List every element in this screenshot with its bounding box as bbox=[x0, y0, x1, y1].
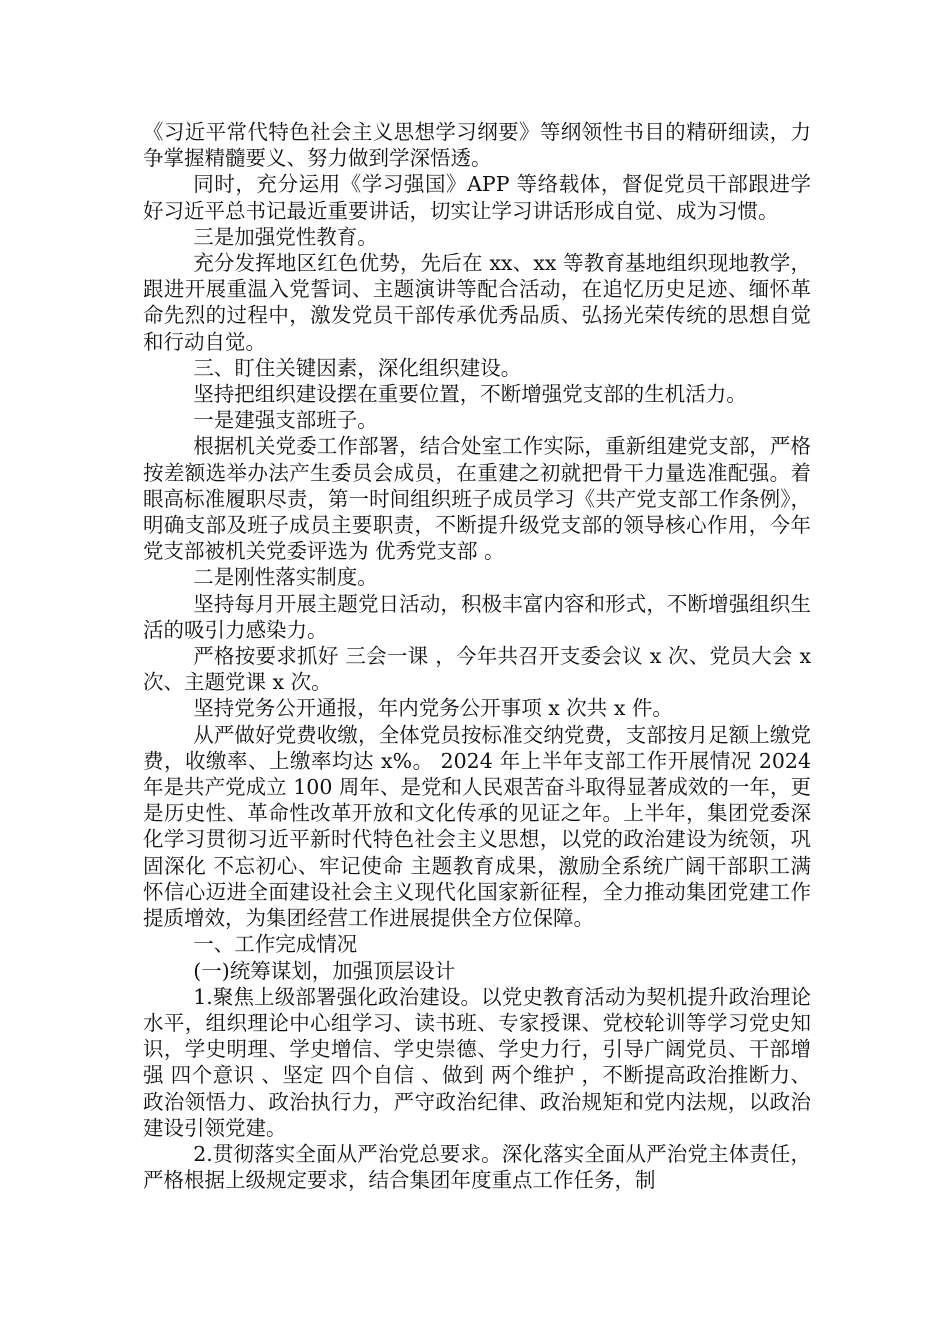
section-heading: 一、工作完成情况 bbox=[193, 932, 358, 957]
paragraph: 根据机关党委工作部署，结合处室工作实际，重新组建党支部，严格按差额选举办法产生委员会成员，在重建之初就把骨干力量选准配强。着眼高标准履职尽责，第一时间组织班子成员学习《共产党支部工作条例》，明确支部及班子成员主要职责，不断提升级党支部的领导核心作用，今年党支部被机关党委评选为 优秀党支部 。 bbox=[143, 434, 811, 564]
section-heading: 三、盯住关键因素，深化组织建设。 bbox=[193, 355, 522, 380]
paragraph: 同时，充分运用《学习强国》APP 等络载体，督促党员干部跟进学好习近平总书记最近重要讲话，切实让学习讲话形成自觉、成为习惯。 bbox=[143, 172, 811, 223]
paragraph: 2.贯彻落实全面从严治党总要求。深化落实全面从严治党主体责任，严格根据上级规定要求，结合集团年度重点工作任务，制 bbox=[143, 1141, 811, 1193]
section-heading: 二是刚性落实制度。 bbox=[193, 565, 378, 590]
section-heading: 一是建强支部班子。 bbox=[193, 408, 378, 433]
paragraph: 严格按要求抓好 三会一课 ，今年共召开支委会议 x 次、党员大会 x 次、主题党课 x 次。 bbox=[143, 644, 811, 695]
paragraph: 坚持把组织建设摆在重要位置，不断增强党支部的生机活力。 bbox=[193, 382, 747, 407]
paragraph: 《习近平常代特色社会主义思想学习纲要》等纲领性书目的精研细读，力争掌握精髓要义、努力做到学深悟透。 bbox=[143, 120, 811, 171]
section-heading: 三是加强党性教育。 bbox=[193, 224, 378, 249]
paragraph: 1.聚焦上级部署强化政治建设。以党史教育活动为契机提升政治理论水平，组织理论中心组学习、读书班、专家授课、党校轮训等学习党史知识，学史明理、学史增信、学史崇德、学史力行，引导广阔党员、干部增强 四个意识 、坚定 四个自信 、做到 两个维护 ，不断提高政治推断力、政治领悟力、政治执行力，严守政治纪律、政治规矩和党内法规，以政治建设引领党建。 bbox=[143, 984, 811, 1140]
document-body bbox=[143, 119, 811, 1193]
paragraph: 从严做好党费收缴，全体党员按标准交纳党费，支部按月足额上缴党费，收缴率、上缴率均达 x%。 2024 年上半年支部工作开展情况 2024 年是共产党成立 100 周年、是党和人民艰苦奋斗取得显著成效的一年，更是历史性、革命性改革开放和文化传承的见证之年。上半年，集团党委深化学习贯彻习近平新时代特色社会主义思想，以党的政治建设为统领，巩固深化 不忘初心、牢记使命 主题教育成果，激励全系统广阔干部职工满怀信心迈进全面建设社会主义现代化国家新征程，全力推动集团党建工作提质增效，为集团经营工作进展提供全方位保障。 bbox=[143, 722, 811, 931]
paragraph: 坚持每月开展主题党日活动，积极丰富内容和形式，不断增强组织生活的吸引力感染力。 bbox=[143, 591, 811, 642]
subsection-heading: (一)统筹谋划，加强顶层设计 bbox=[193, 958, 456, 983]
paragraph: 坚持党务公开通报，年内党务公开事项 x 次共 x 件。 bbox=[193, 696, 673, 721]
paragraph: 充分发挥地区红色优势，先后在 xx、xx 等教育基地组织现地教学，跟进开展重温入党誓词、主题演讲等配合活动，在追忆历史足迹、缅怀革命先烈的过程中，激发党员干部传承优秀品质、弘扬光荣传统的思想自觉和行动自觉。 bbox=[143, 251, 811, 354]
